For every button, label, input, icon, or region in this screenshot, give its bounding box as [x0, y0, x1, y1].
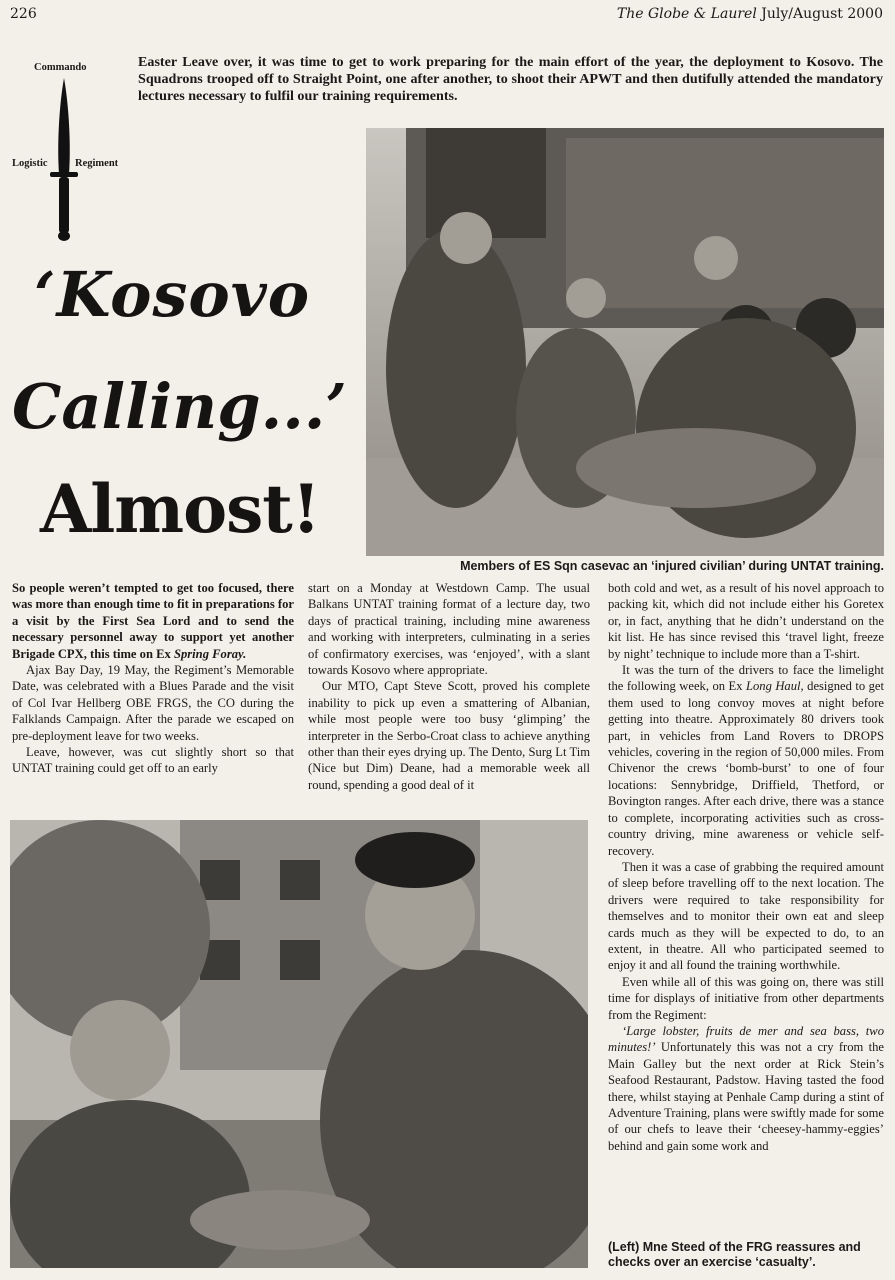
logo-word-regiment: Regiment: [75, 158, 119, 169]
lead-text: So people weren’t tempted to get too focused, there was more than enough time to fit in preparations for a visit by the First Sea Lord and to send the necessary personnel away to support yet another Brigade CPX, this time on Ex: [12, 581, 294, 661]
issue-date: July/August 2000: [761, 6, 883, 22]
photo-caption-top: Members of ES Sqn casevac an ‘injured civilian’ during UNTAT training.: [460, 559, 884, 573]
running-header: [617, 6, 883, 22]
paragraph: Then it was a case of grabbing the required amount of sleep before travelling off to the next location. The drivers were required to take responsibility for themselves and to monitor their own eat and sleep cards much as they will be expected to do, to an extent, in theatre. All who participated seemed to enjoy it and all found the training worthwhile.: [608, 859, 884, 973]
article-column-3: [608, 580, 884, 1154]
lead-paragraph: [12, 580, 294, 662]
paragraph: start on a Monday at Westdown Camp. The usual Balkans UNTAT training format of a lecture day, two days of practical training, including mine awareness and working with interpreters, culminating in a series of confirmatory exercises, was ‘enjoyed’, with a slant towards Kosovo where appropriate.: [308, 581, 590, 678]
paragraph-text: It was the turn of the drivers to face the limelight the following week, on Ex: [608, 663, 884, 694]
headline-line-3: Almost!: [40, 470, 320, 548]
paragraph: Our MTO, Capt Steve Scott, proved his complete inability to pick up even a smattering of Albanian, while most people were too busy ‘glimping’ the interpreter in the Serbo-Croat class to achieve anything other than their eyes drying up. The Dento, Surg Lt Tim (Nice but Dim) Deane, had a memorable week all round, spending a good deal of it: [308, 679, 590, 792]
photo-caption-bottom: (Left) Mne Steed of the FRG reassures and checks over an exercise ‘casualty’.: [608, 1240, 861, 1269]
headline-line-1: ‘Kosovo: [34, 258, 311, 331]
lead-italic-text: Spring Foray.: [173, 646, 247, 661]
photo-casevac: [366, 128, 884, 556]
quote-text: ‘Large lobster, fruits de mer and sea bass, two minutes!’: [608, 1023, 884, 1055]
paragraph-text: designed to get them used to long convoy moves at night before getting into theatre. Approximately 80 drivers took part, in vehicles from Land Rovers to DROPS vehicles, covering in the region of 50,000 miles. From Chivenor the crews ‘bomb-burst’ to one of four locations: Sennybridge, Driffield, Thetford, or Bovington ranges. After each drive, there was a stance to complete, incorporating activities such as cross-country driving, mine awareness or vehicle self-recovery.: [608, 679, 885, 858]
logo-word-logistic: Logistic: [12, 158, 48, 169]
logo-word-commando: Commando: [34, 62, 87, 73]
publication-title: The Globe & Laurel: [616, 6, 757, 22]
paragraph: [608, 662, 884, 859]
intro-paragraph: Easter Leave over, it was time to get to work preparing for the main effort of the year, the deployment to Kosovo. The Squadrons trooped off to Straight Point, one after another, to shoot their APWT and then dutifully attended the mandatory lectures necessary to fulfil our training requirements.: [138, 54, 883, 104]
page-number: 226: [10, 6, 37, 22]
paragraph: [608, 1023, 884, 1154]
paragraph: Leave, however, was cut slightly short so that UNTAT training could get off to an early: [12, 745, 294, 776]
paragraph: Ajax Bay Day, 19 May, the Regiment’s Memorable Date, was celebrated with a Blues Parade and the visit of Col Ivar Hellberg OBE FRGS, the CO during the Falklands Campaign. After the parade we escaped on pre-deployment leave for two weeks.: [12, 663, 294, 743]
paragraph-text: Unfortunately this was not a cry from the Main Galley but the next order at Rick Stein’s Seafood Restaurant, Padstow. Having tasted the food there, whilst staying at Penhale Camp during a stint of Adventure Training, plans were swiftly made for some of our chefs to leave their ‘cheesey-hammy-eggies’ behind and gain some work and: [608, 1040, 884, 1153]
paragraph: Even while all of this was going on, there was still time for displays of initiative from other departments from the Regiment:: [608, 974, 884, 1022]
headline-line-2: Calling...’: [12, 370, 347, 443]
exercise-name: Long Haul,: [745, 679, 804, 694]
article-column-2: [308, 580, 590, 793]
article-column-1: [12, 580, 294, 777]
paragraph: both cold and wet, as a result of his novel approach to packing kit, which did not include either his Goretex or, in fact, anything that he didn’t understand on the kit list. He has since revised this ‘travel light, freeze by night’ technique to include more than a T-shirt.: [608, 581, 884, 661]
photo-frg-casualty: [10, 820, 588, 1268]
dagger-icon: [48, 76, 80, 246]
